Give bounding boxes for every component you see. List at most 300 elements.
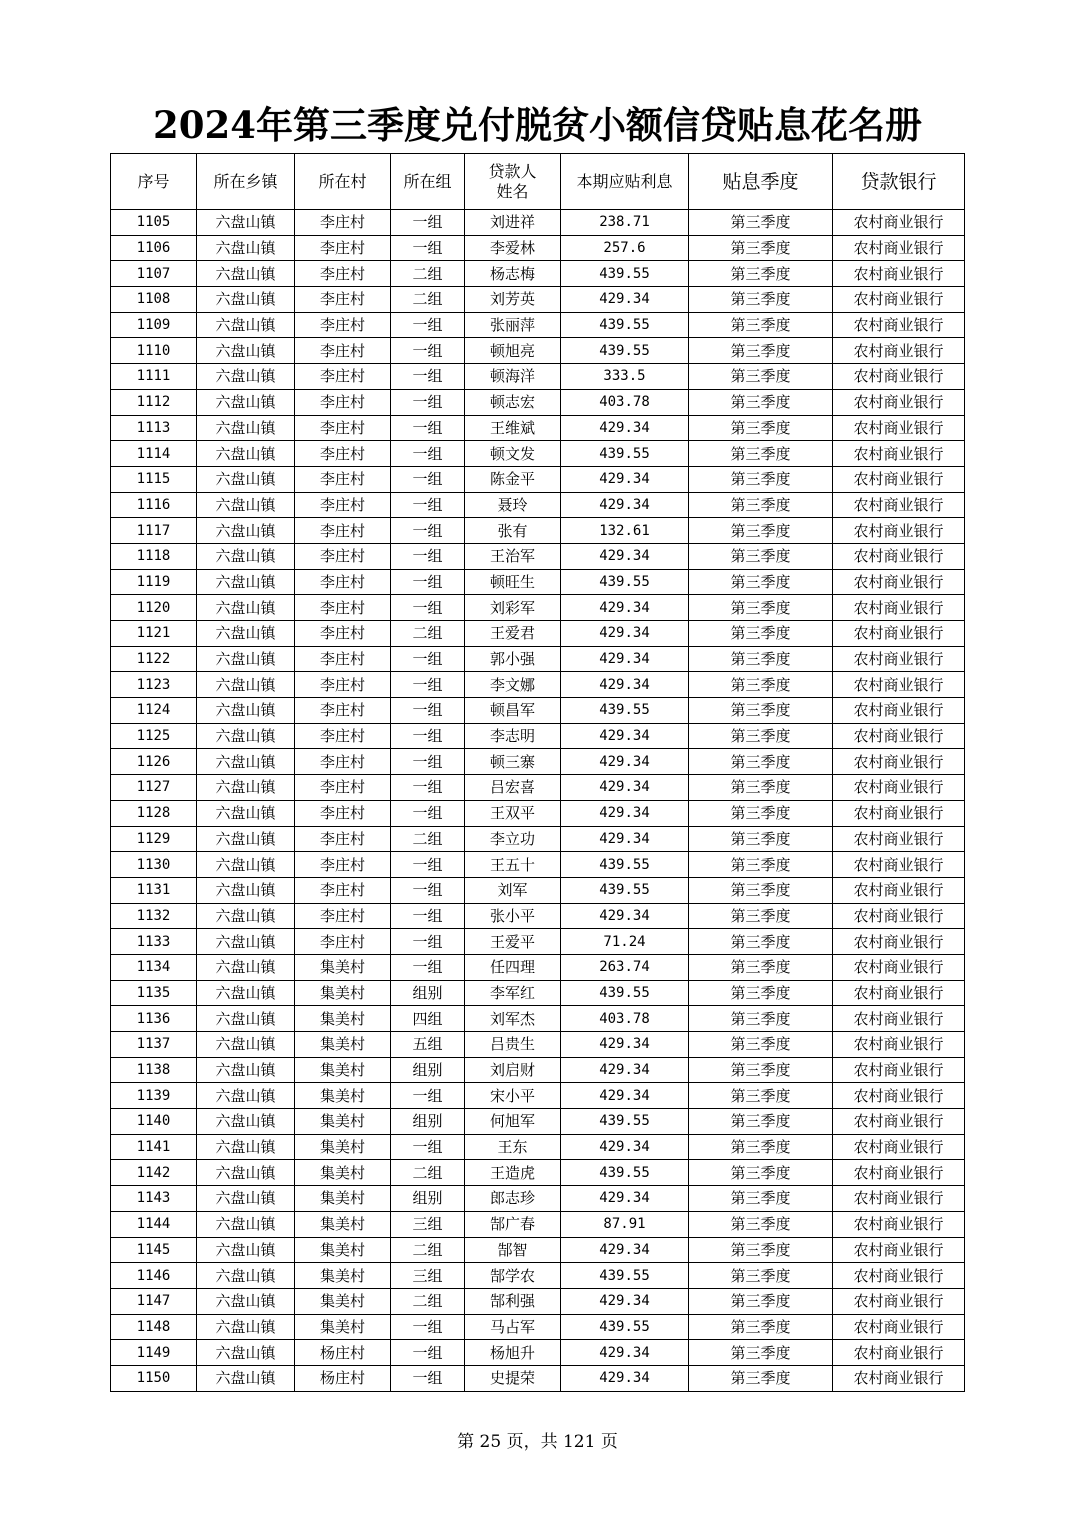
table-row — [111, 1134, 965, 1160]
table-row — [111, 569, 965, 595]
cell-quarter: 第三季度 — [689, 800, 833, 826]
cell-township: 六盘山镇 — [197, 569, 295, 595]
cell-seq: 1140 — [111, 1109, 197, 1135]
cell-interest: 429.34 — [561, 723, 689, 749]
cell-seq: 1150 — [111, 1365, 197, 1391]
cell-bank: 农村商业银行 — [833, 1160, 965, 1186]
table-row — [111, 877, 965, 903]
cell-borrower-name: 李文娜 — [465, 672, 561, 698]
cell-group: 一组 — [391, 1083, 465, 1109]
cell-township: 六盘山镇 — [197, 1032, 295, 1058]
cell-seq: 1133 — [111, 929, 197, 955]
cell-group: 二组 — [391, 826, 465, 852]
cell-bank: 农村商业银行 — [833, 1083, 965, 1109]
cell-village: 集美村 — [295, 1160, 391, 1186]
cell-borrower-name: 张丽萍 — [465, 312, 561, 338]
cell-group: 组别 — [391, 1057, 465, 1083]
cell-interest: 333.5 — [561, 364, 689, 390]
cell-township: 六盘山镇 — [197, 287, 295, 313]
cell-interest: 439.55 — [561, 261, 689, 287]
cell-quarter: 第三季度 — [689, 621, 833, 647]
table-row — [111, 466, 965, 492]
cell-township: 六盘山镇 — [197, 775, 295, 801]
table-row — [111, 723, 965, 749]
table-row — [111, 672, 965, 698]
table-row — [111, 441, 965, 467]
cell-village: 杨庄村 — [295, 1340, 391, 1366]
cell-borrower-name: 顿旭亮 — [465, 338, 561, 364]
table-row — [111, 261, 965, 287]
cell-quarter: 第三季度 — [689, 441, 833, 467]
cell-seq: 1126 — [111, 749, 197, 775]
cell-village: 杨庄村 — [295, 1365, 391, 1391]
cell-township: 六盘山镇 — [197, 210, 295, 236]
header-village: 所在村 — [295, 154, 391, 210]
cell-group: 一组 — [391, 518, 465, 544]
cell-interest: 429.34 — [561, 287, 689, 313]
cell-group: 一组 — [391, 852, 465, 878]
cell-township: 六盘山镇 — [197, 954, 295, 980]
cell-village: 李庄村 — [295, 672, 391, 698]
cell-interest: 439.55 — [561, 441, 689, 467]
cell-bank: 农村商业银行 — [833, 1263, 965, 1289]
cell-village: 李庄村 — [295, 338, 391, 364]
cell-interest: 439.55 — [561, 698, 689, 724]
cell-township: 六盘山镇 — [197, 1109, 295, 1135]
cell-quarter: 第三季度 — [689, 775, 833, 801]
cell-seq: 1115 — [111, 466, 197, 492]
cell-interest: 257.6 — [561, 235, 689, 261]
cell-township: 六盘山镇 — [197, 646, 295, 672]
cell-group: 三组 — [391, 1211, 465, 1237]
cell-borrower-name: 郜智 — [465, 1237, 561, 1263]
subsidy-roster-table — [110, 153, 965, 1392]
cell-interest: 439.55 — [561, 569, 689, 595]
cell-quarter: 第三季度 — [689, 749, 833, 775]
cell-village: 李庄村 — [295, 466, 391, 492]
cell-quarter: 第三季度 — [689, 466, 833, 492]
header-group: 所在组 — [391, 154, 465, 210]
cell-quarter: 第三季度 — [689, 261, 833, 287]
cell-township: 六盘山镇 — [197, 800, 295, 826]
table-row — [111, 364, 965, 390]
cell-village: 集美村 — [295, 1057, 391, 1083]
table-row — [111, 775, 965, 801]
cell-bank: 农村商业银行 — [833, 1006, 965, 1032]
cell-seq: 1105 — [111, 210, 197, 236]
cell-group: 一组 — [391, 1134, 465, 1160]
cell-borrower-name: 李志明 — [465, 723, 561, 749]
cell-group: 一组 — [391, 903, 465, 929]
cell-township: 六盘山镇 — [197, 1186, 295, 1212]
cell-group: 四组 — [391, 1006, 465, 1032]
cell-seq: 1139 — [111, 1083, 197, 1109]
cell-bank: 农村商业银行 — [833, 543, 965, 569]
cell-interest: 71.24 — [561, 929, 689, 955]
cell-village: 李庄村 — [295, 698, 391, 724]
cell-seq: 1142 — [111, 1160, 197, 1186]
cell-township: 六盘山镇 — [197, 1237, 295, 1263]
cell-village: 李庄村 — [295, 929, 391, 955]
table-row — [111, 1365, 965, 1391]
cell-interest: 429.34 — [561, 672, 689, 698]
table-row — [111, 287, 965, 313]
cell-quarter: 第三季度 — [689, 1083, 833, 1109]
cell-village: 李庄村 — [295, 518, 391, 544]
cell-group: 五组 — [391, 1032, 465, 1058]
cell-borrower-name: 郭小强 — [465, 646, 561, 672]
cell-quarter: 第三季度 — [689, 543, 833, 569]
cell-village: 李庄村 — [295, 826, 391, 852]
cell-township: 六盘山镇 — [197, 929, 295, 955]
cell-village: 集美村 — [295, 1032, 391, 1058]
cell-borrower-name: 刘芳英 — [465, 287, 561, 313]
cell-village: 李庄村 — [295, 595, 391, 621]
cell-borrower-name: 陈金平 — [465, 466, 561, 492]
table-row — [111, 698, 965, 724]
cell-bank: 农村商业银行 — [833, 312, 965, 338]
cell-bank: 农村商业银行 — [833, 646, 965, 672]
cell-seq: 1147 — [111, 1288, 197, 1314]
cell-village: 李庄村 — [295, 903, 391, 929]
cell-township: 六盘山镇 — [197, 1057, 295, 1083]
cell-interest: 439.55 — [561, 1314, 689, 1340]
cell-group: 三组 — [391, 1263, 465, 1289]
cell-group: 一组 — [391, 569, 465, 595]
cell-borrower-name: 顿昌军 — [465, 698, 561, 724]
cell-bank: 农村商业银行 — [833, 852, 965, 878]
cell-group: 一组 — [391, 364, 465, 390]
cell-group: 组别 — [391, 1109, 465, 1135]
cell-group: 一组 — [391, 210, 465, 236]
page-title: 2024年第三季度兑付脱贫小额信贷贴息花名册 — [153, 103, 922, 147]
cell-borrower-name: 张小平 — [465, 903, 561, 929]
cell-township: 六盘山镇 — [197, 723, 295, 749]
cell-borrower-name: 王东 — [465, 1134, 561, 1160]
cell-village: 集美村 — [295, 1186, 391, 1212]
cell-borrower-name: 刘彩军 — [465, 595, 561, 621]
cell-township: 六盘山镇 — [197, 749, 295, 775]
cell-seq: 1113 — [111, 415, 197, 441]
cell-township: 六盘山镇 — [197, 466, 295, 492]
cell-township: 六盘山镇 — [197, 621, 295, 647]
cell-seq: 1135 — [111, 980, 197, 1006]
cell-group: 一组 — [391, 1340, 465, 1366]
cell-group: 一组 — [391, 389, 465, 415]
cell-village: 集美村 — [295, 980, 391, 1006]
cell-group: 一组 — [391, 672, 465, 698]
cell-borrower-name: 刘军杰 — [465, 1006, 561, 1032]
table-row — [111, 1340, 965, 1366]
cell-interest: 429.34 — [561, 1340, 689, 1366]
cell-bank: 农村商业银行 — [833, 364, 965, 390]
cell-quarter: 第三季度 — [689, 1186, 833, 1212]
cell-group: 一组 — [391, 749, 465, 775]
cell-village: 集美村 — [295, 1314, 391, 1340]
cell-seq: 1137 — [111, 1032, 197, 1058]
cell-quarter: 第三季度 — [689, 852, 833, 878]
cell-group: 二组 — [391, 261, 465, 287]
cell-borrower-name: 聂玲 — [465, 492, 561, 518]
table-row — [111, 1237, 965, 1263]
table-row — [111, 1109, 965, 1135]
cell-borrower-name: 王造虎 — [465, 1160, 561, 1186]
cell-village: 李庄村 — [295, 261, 391, 287]
cell-township: 六盘山镇 — [197, 441, 295, 467]
cell-quarter: 第三季度 — [689, 954, 833, 980]
cell-group: 二组 — [391, 1288, 465, 1314]
cell-seq: 1123 — [111, 672, 197, 698]
table-row — [111, 1083, 965, 1109]
cell-bank: 农村商业银行 — [833, 723, 965, 749]
cell-bank: 农村商业银行 — [833, 1211, 965, 1237]
cell-township: 六盘山镇 — [197, 312, 295, 338]
cell-borrower-name: 顿三寨 — [465, 749, 561, 775]
cell-township: 六盘山镇 — [197, 672, 295, 698]
cell-bank: 农村商业银行 — [833, 595, 965, 621]
cell-bank: 农村商业银行 — [833, 210, 965, 236]
cell-interest: 429.34 — [561, 466, 689, 492]
cell-village: 李庄村 — [295, 543, 391, 569]
cell-borrower-name: 杨旭升 — [465, 1340, 561, 1366]
table-row — [111, 595, 965, 621]
cell-bank: 农村商业银行 — [833, 698, 965, 724]
cell-bank: 农村商业银行 — [833, 1186, 965, 1212]
cell-borrower-name: 王爱君 — [465, 621, 561, 647]
cell-village: 李庄村 — [295, 441, 391, 467]
cell-quarter: 第三季度 — [689, 415, 833, 441]
table-row — [111, 1160, 965, 1186]
cell-seq: 1106 — [111, 235, 197, 261]
cell-village: 李庄村 — [295, 800, 391, 826]
cell-borrower-name: 郎志珍 — [465, 1186, 561, 1212]
cell-village: 李庄村 — [295, 492, 391, 518]
cell-borrower-name: 刘进祥 — [465, 210, 561, 236]
cell-quarter: 第三季度 — [689, 1237, 833, 1263]
cell-borrower-name: 顿旺生 — [465, 569, 561, 595]
cell-bank: 农村商业银行 — [833, 492, 965, 518]
cell-seq: 1110 — [111, 338, 197, 364]
cell-bank: 农村商业银行 — [833, 749, 965, 775]
cell-borrower-name: 郜学农 — [465, 1263, 561, 1289]
cell-group: 一组 — [391, 698, 465, 724]
cell-bank: 农村商业银行 — [833, 518, 965, 544]
cell-group: 一组 — [391, 646, 465, 672]
cell-borrower-name: 郜广春 — [465, 1211, 561, 1237]
cell-borrower-name: 李立功 — [465, 826, 561, 852]
table-row — [111, 749, 965, 775]
cell-bank: 农村商业银行 — [833, 800, 965, 826]
cell-village: 李庄村 — [295, 210, 391, 236]
cell-seq: 1134 — [111, 954, 197, 980]
cell-quarter: 第三季度 — [689, 1160, 833, 1186]
cell-interest: 439.55 — [561, 1109, 689, 1135]
cell-bank: 农村商业银行 — [833, 903, 965, 929]
cell-bank: 农村商业银行 — [833, 338, 965, 364]
cell-group: 一组 — [391, 441, 465, 467]
cell-group: 二组 — [391, 1237, 465, 1263]
cell-village: 集美村 — [295, 1237, 391, 1263]
cell-group: 一组 — [391, 877, 465, 903]
table-row — [111, 903, 965, 929]
cell-bank: 农村商业银行 — [833, 1314, 965, 1340]
cell-bank: 农村商业银行 — [833, 775, 965, 801]
cell-township: 六盘山镇 — [197, 261, 295, 287]
cell-group: 组别 — [391, 980, 465, 1006]
table-row — [111, 954, 965, 980]
cell-interest: 403.78 — [561, 1006, 689, 1032]
table-row — [111, 492, 965, 518]
cell-interest: 429.34 — [561, 415, 689, 441]
cell-bank: 农村商业银行 — [833, 287, 965, 313]
cell-seq: 1107 — [111, 261, 197, 287]
table-row — [111, 1263, 965, 1289]
cell-interest: 429.34 — [561, 749, 689, 775]
cell-group: 二组 — [391, 1160, 465, 1186]
cell-quarter: 第三季度 — [689, 1211, 833, 1237]
cell-seq: 1131 — [111, 877, 197, 903]
cell-quarter: 第三季度 — [689, 698, 833, 724]
cell-bank: 农村商业银行 — [833, 1237, 965, 1263]
table-row — [111, 1057, 965, 1083]
cell-borrower-name: 史提荣 — [465, 1365, 561, 1391]
cell-seq: 1121 — [111, 621, 197, 647]
cell-interest: 429.34 — [561, 1032, 689, 1058]
table-row — [111, 852, 965, 878]
cell-township: 六盘山镇 — [197, 595, 295, 621]
cell-village: 集美村 — [295, 1263, 391, 1289]
cell-township: 六盘山镇 — [197, 1006, 295, 1032]
cell-township: 六盘山镇 — [197, 826, 295, 852]
cell-quarter: 第三季度 — [689, 1314, 833, 1340]
cell-quarter: 第三季度 — [689, 389, 833, 415]
header-borrower-line2: 姓名 — [496, 181, 529, 201]
cell-interest: 429.34 — [561, 1365, 689, 1391]
table-row — [111, 235, 965, 261]
cell-bank: 农村商业银行 — [833, 1134, 965, 1160]
cell-interest: 429.34 — [561, 1237, 689, 1263]
cell-group: 一组 — [391, 492, 465, 518]
cell-bank: 农村商业银行 — [833, 1109, 965, 1135]
table-row — [111, 826, 965, 852]
cell-interest: 429.34 — [561, 595, 689, 621]
cell-quarter: 第三季度 — [689, 1057, 833, 1083]
table-row — [111, 338, 965, 364]
cell-quarter: 第三季度 — [689, 903, 833, 929]
cell-quarter: 第三季度 — [689, 210, 833, 236]
cell-group: 二组 — [391, 621, 465, 647]
cell-bank: 农村商业银行 — [833, 389, 965, 415]
cell-interest: 429.34 — [561, 1186, 689, 1212]
cell-interest: 263.74 — [561, 954, 689, 980]
cell-bank: 农村商业银行 — [833, 466, 965, 492]
table-header-row — [111, 154, 965, 210]
cell-seq: 1144 — [111, 1211, 197, 1237]
cell-group: 一组 — [391, 595, 465, 621]
table-row — [111, 1186, 965, 1212]
cell-seq: 1116 — [111, 492, 197, 518]
table-row — [111, 1288, 965, 1314]
cell-quarter: 第三季度 — [689, 723, 833, 749]
cell-township: 六盘山镇 — [197, 518, 295, 544]
cell-village: 李庄村 — [295, 877, 391, 903]
cell-quarter: 第三季度 — [689, 569, 833, 595]
cell-group: 一组 — [391, 929, 465, 955]
header-borrower-name — [465, 154, 561, 210]
table-row — [111, 1211, 965, 1237]
cell-quarter: 第三季度 — [689, 1340, 833, 1366]
table-row — [111, 389, 965, 415]
cell-borrower-name: 王治军 — [465, 543, 561, 569]
cell-quarter: 第三季度 — [689, 595, 833, 621]
cell-village: 集美村 — [295, 954, 391, 980]
cell-seq: 1111 — [111, 364, 197, 390]
header-bank: 贷款银行 — [833, 154, 965, 210]
cell-seq: 1127 — [111, 775, 197, 801]
table-row — [111, 518, 965, 544]
cell-village: 李庄村 — [295, 646, 391, 672]
cell-quarter: 第三季度 — [689, 1365, 833, 1391]
header-borrower-line1: 贷款人 — [488, 161, 537, 181]
table-row — [111, 1006, 965, 1032]
cell-interest: 429.34 — [561, 1288, 689, 1314]
cell-quarter: 第三季度 — [689, 518, 833, 544]
cell-borrower-name: 何旭军 — [465, 1109, 561, 1135]
cell-seq: 1145 — [111, 1237, 197, 1263]
cell-township: 六盘山镇 — [197, 980, 295, 1006]
cell-borrower-name: 吕贵生 — [465, 1032, 561, 1058]
cell-village: 集美村 — [295, 1083, 391, 1109]
cell-bank: 农村商业银行 — [833, 954, 965, 980]
cell-seq: 1109 — [111, 312, 197, 338]
cell-interest: 429.34 — [561, 903, 689, 929]
cell-village: 李庄村 — [295, 235, 391, 261]
cell-group: 一组 — [391, 723, 465, 749]
cell-borrower-name: 刘启财 — [465, 1057, 561, 1083]
table-row — [111, 621, 965, 647]
cell-borrower-name: 李爱林 — [465, 235, 561, 261]
cell-township: 六盘山镇 — [197, 415, 295, 441]
cell-quarter: 第三季度 — [689, 826, 833, 852]
header-interest: 本期应贴利息 — [561, 154, 689, 210]
table-row — [111, 929, 965, 955]
cell-borrower-name: 王爱平 — [465, 929, 561, 955]
cell-bank: 农村商业银行 — [833, 415, 965, 441]
cell-seq: 1149 — [111, 1340, 197, 1366]
cell-township: 六盘山镇 — [197, 903, 295, 929]
cell-village: 李庄村 — [295, 287, 391, 313]
cell-interest: 132.61 — [561, 518, 689, 544]
cell-interest: 439.55 — [561, 338, 689, 364]
cell-bank: 农村商业银行 — [833, 672, 965, 698]
cell-group: 一组 — [391, 312, 465, 338]
cell-seq: 1146 — [111, 1263, 197, 1289]
cell-village: 集美村 — [295, 1109, 391, 1135]
cell-interest: 429.34 — [561, 800, 689, 826]
cell-quarter: 第三季度 — [689, 312, 833, 338]
cell-interest: 429.34 — [561, 775, 689, 801]
cell-bank: 农村商业银行 — [833, 621, 965, 647]
cell-group: 组别 — [391, 1186, 465, 1212]
cell-quarter: 第三季度 — [689, 1134, 833, 1160]
cell-interest: 403.78 — [561, 389, 689, 415]
cell-township: 六盘山镇 — [197, 1211, 295, 1237]
cell-interest: 429.34 — [561, 543, 689, 569]
cell-quarter: 第三季度 — [689, 287, 833, 313]
table-row — [111, 415, 965, 441]
cell-bank: 农村商业银行 — [833, 877, 965, 903]
cell-interest: 429.34 — [561, 826, 689, 852]
